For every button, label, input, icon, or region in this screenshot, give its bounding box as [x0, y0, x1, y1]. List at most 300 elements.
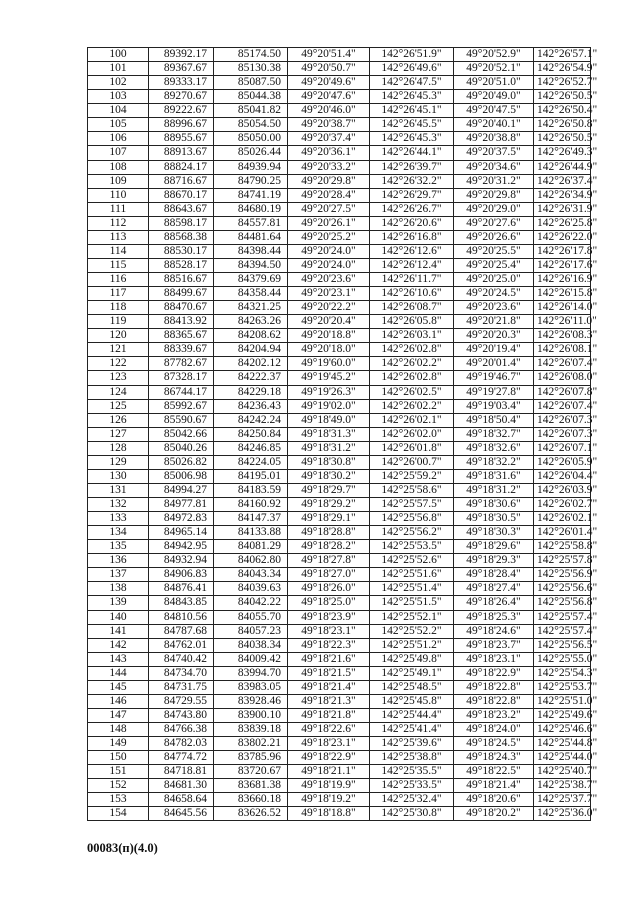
y-coordinate-cell: 84394.50	[214, 258, 288, 272]
table-row	[88, 807, 591, 821]
longitude-1-cell: 142°25'44.4"	[370, 708, 454, 722]
longitude-2-cell: 142°26'25.8"	[534, 216, 591, 230]
latitude-1-cell: 49°18'31.2"	[288, 441, 370, 455]
longitude-2-cell: 142°25'56.6"	[534, 582, 591, 596]
longitude-2-cell: 142°25'46.6"	[534, 723, 591, 737]
x-coordinate-cell: 88824.17	[149, 160, 214, 174]
point-number-cell: 121	[88, 343, 149, 357]
point-number-cell: 154	[88, 807, 149, 821]
x-coordinate-cell: 89392.17	[149, 48, 214, 62]
latitude-1-cell: 49°18'18.8"	[288, 807, 370, 821]
latitude-2-cell: 49°19'46.7"	[454, 371, 534, 385]
point-number-cell: 125	[88, 399, 149, 413]
latitude-1-cell: 49°18'29.2"	[288, 498, 370, 512]
table-row	[88, 708, 591, 722]
longitude-2-cell: 142°26'14.0"	[534, 301, 591, 315]
point-number-cell: 103	[88, 90, 149, 104]
longitude-2-cell: 142°25'38.7"	[534, 779, 591, 793]
longitude-1-cell: 142°26'49.6"	[370, 62, 454, 76]
y-coordinate-cell: 83660.18	[214, 793, 288, 807]
point-number-cell: 124	[88, 385, 149, 399]
longitude-1-cell: 142°26'00.7"	[370, 455, 454, 469]
y-coordinate-cell: 84202.12	[214, 357, 288, 371]
latitude-2-cell: 49°18'22.5"	[454, 765, 534, 779]
table-row	[88, 371, 591, 385]
point-number-cell: 138	[88, 582, 149, 596]
table-row	[88, 202, 591, 216]
latitude-2-cell: 49°20'34.6"	[454, 160, 534, 174]
point-number-cell: 119	[88, 315, 149, 329]
longitude-1-cell: 142°26'20.6"	[370, 216, 454, 230]
table-row	[88, 230, 591, 244]
latitude-2-cell: 49°18'29.6"	[454, 540, 534, 554]
latitude-2-cell: 49°20'26.6"	[454, 230, 534, 244]
longitude-1-cell: 142°25'51.2"	[370, 638, 454, 652]
latitude-1-cell: 49°20'26.1"	[288, 216, 370, 230]
longitude-1-cell: 142°25'57.5"	[370, 498, 454, 512]
table-row	[88, 765, 591, 779]
y-coordinate-cell: 84939.94	[214, 160, 288, 174]
y-coordinate-cell: 84358.44	[214, 287, 288, 301]
longitude-1-cell: 142°25'38.8"	[370, 751, 454, 765]
x-coordinate-cell: 84731.75	[149, 680, 214, 694]
longitude-1-cell: 142°26'02.8"	[370, 371, 454, 385]
latitude-2-cell: 49°18'22.9"	[454, 666, 534, 680]
longitude-2-cell: 142°26'15.8"	[534, 287, 591, 301]
latitude-2-cell: 49°20'24.5"	[454, 287, 534, 301]
y-coordinate-cell: 84147.37	[214, 512, 288, 526]
longitude-1-cell: 142°26'02.8"	[370, 343, 454, 357]
latitude-1-cell: 49°18'30.8"	[288, 455, 370, 469]
latitude-1-cell: 49°20'46.0"	[288, 104, 370, 118]
point-number-cell: 142	[88, 638, 149, 652]
x-coordinate-cell: 84977.81	[149, 498, 214, 512]
longitude-2-cell: 142°26'02.1"	[534, 512, 591, 526]
x-coordinate-cell: 89333.17	[149, 76, 214, 90]
longitude-2-cell: 142°25'56.5"	[534, 638, 591, 652]
x-coordinate-cell: 84766.38	[149, 723, 214, 737]
point-number-cell: 129	[88, 455, 149, 469]
longitude-2-cell: 142°25'56.9"	[534, 568, 591, 582]
point-number-cell: 134	[88, 526, 149, 540]
longitude-1-cell: 142°25'56.8"	[370, 512, 454, 526]
longitude-2-cell: 142°25'57.8"	[534, 554, 591, 568]
point-number-cell: 105	[88, 118, 149, 132]
longitude-1-cell: 142°25'52.2"	[370, 624, 454, 638]
y-coordinate-cell: 84557.81	[214, 216, 288, 230]
y-coordinate-cell: 84043.34	[214, 568, 288, 582]
x-coordinate-cell: 88339.67	[149, 343, 214, 357]
point-number-cell: 104	[88, 104, 149, 118]
table-row	[88, 273, 591, 287]
latitude-1-cell: 49°19'60.0"	[288, 357, 370, 371]
latitude-1-cell: 49°18'19.2"	[288, 793, 370, 807]
longitude-1-cell: 142°25'51.4"	[370, 582, 454, 596]
latitude-1-cell: 49°18'30.2"	[288, 469, 370, 483]
longitude-1-cell: 142°25'52.1"	[370, 610, 454, 624]
latitude-2-cell: 49°18'30.5"	[454, 512, 534, 526]
longitude-1-cell: 142°25'51.6"	[370, 568, 454, 582]
latitude-2-cell: 49°18'23.1"	[454, 652, 534, 666]
x-coordinate-cell: 85590.67	[149, 413, 214, 427]
table-row	[88, 666, 591, 680]
x-coordinate-cell: 84729.55	[149, 694, 214, 708]
y-coordinate-cell: 84038.34	[214, 638, 288, 652]
point-number-cell: 153	[88, 793, 149, 807]
latitude-1-cell: 49°20'49.6"	[288, 76, 370, 90]
table-row	[88, 554, 591, 568]
point-number-cell: 113	[88, 230, 149, 244]
longitude-2-cell: 142°26'17.8"	[534, 244, 591, 258]
latitude-2-cell: 49°18'28.4"	[454, 568, 534, 582]
table-row	[88, 216, 591, 230]
y-coordinate-cell: 84055.70	[214, 610, 288, 624]
latitude-2-cell: 49°20'38.8"	[454, 132, 534, 146]
x-coordinate-cell: 85992.67	[149, 399, 214, 413]
latitude-1-cell: 49°20'37.4"	[288, 132, 370, 146]
latitude-1-cell: 49°20'38.7"	[288, 118, 370, 132]
table-row	[88, 132, 591, 146]
point-number-cell: 112	[88, 216, 149, 230]
latitude-2-cell: 49°18'24.6"	[454, 624, 534, 638]
longitude-2-cell: 142°26'07.3"	[534, 427, 591, 441]
x-coordinate-cell: 89222.67	[149, 104, 214, 118]
y-coordinate-cell: 84790.25	[214, 174, 288, 188]
point-number-cell: 141	[88, 624, 149, 638]
longitude-1-cell: 142°25'41.4"	[370, 723, 454, 737]
x-coordinate-cell: 88516.67	[149, 273, 214, 287]
latitude-2-cell: 49°20'29.8"	[454, 188, 534, 202]
x-coordinate-cell: 84718.81	[149, 765, 214, 779]
x-coordinate-cell: 84965.14	[149, 526, 214, 540]
coordinates-table	[87, 47, 598, 821]
x-coordinate-cell: 85042.66	[149, 427, 214, 441]
table-row	[88, 76, 591, 90]
longitude-2-cell: 142°25'51.0"	[534, 694, 591, 708]
longitude-2-cell: 142°26'50.5"	[534, 90, 591, 104]
point-number-cell: 109	[88, 174, 149, 188]
x-coordinate-cell: 88996.67	[149, 118, 214, 132]
latitude-1-cell: 49°20'28.4"	[288, 188, 370, 202]
longitude-2-cell: 142°26'07.4"	[534, 357, 591, 371]
x-coordinate-cell: 87328.17	[149, 371, 214, 385]
x-coordinate-cell: 88955.67	[149, 132, 214, 146]
y-coordinate-cell: 84039.63	[214, 582, 288, 596]
y-coordinate-cell: 83785.96	[214, 751, 288, 765]
x-coordinate-cell: 84994.27	[149, 483, 214, 497]
longitude-2-cell: 142°25'40.7"	[534, 765, 591, 779]
point-number-cell: 131	[88, 483, 149, 497]
latitude-1-cell: 49°20'27.5"	[288, 202, 370, 216]
x-coordinate-cell: 84972.83	[149, 512, 214, 526]
table-row	[88, 188, 591, 202]
longitude-2-cell: 142°25'58.8"	[534, 540, 591, 554]
latitude-2-cell: 49°18'24.5"	[454, 737, 534, 751]
latitude-2-cell: 49°19'03.4"	[454, 399, 534, 413]
y-coordinate-cell: 83802.21	[214, 737, 288, 751]
latitude-2-cell: 49°20'25.5"	[454, 244, 534, 258]
table-row	[88, 244, 591, 258]
longitude-1-cell: 142°26'39.7"	[370, 160, 454, 174]
table-row	[88, 751, 591, 765]
latitude-2-cell: 49°18'22.8"	[454, 680, 534, 694]
longitude-1-cell: 142°25'33.5"	[370, 779, 454, 793]
point-number-cell: 130	[88, 469, 149, 483]
y-coordinate-cell: 84057.23	[214, 624, 288, 638]
table-row	[88, 723, 591, 737]
longitude-1-cell: 142°25'58.6"	[370, 483, 454, 497]
table-row	[88, 455, 591, 469]
point-number-cell: 118	[88, 301, 149, 315]
longitude-2-cell: 142°26'31.9"	[534, 202, 591, 216]
latitude-1-cell: 49°19'26.3"	[288, 385, 370, 399]
point-number-cell: 148	[88, 723, 149, 737]
longitude-2-cell: 142°26'08.1"	[534, 343, 591, 357]
longitude-2-cell: 142°26'22.0"	[534, 230, 591, 244]
y-coordinate-cell: 83928.46	[214, 694, 288, 708]
y-coordinate-cell: 83681.38	[214, 779, 288, 793]
latitude-1-cell: 49°18'21.3"	[288, 694, 370, 708]
table-row	[88, 399, 591, 413]
table-row	[88, 343, 591, 357]
latitude-2-cell: 49°20'23.6"	[454, 301, 534, 315]
table-row	[88, 90, 591, 104]
table-row	[88, 329, 591, 343]
latitude-2-cell: 49°18'20.2"	[454, 807, 534, 821]
longitude-2-cell: 142°26'07.4"	[534, 399, 591, 413]
point-number-cell: 123	[88, 371, 149, 385]
x-coordinate-cell: 85040.26	[149, 441, 214, 455]
latitude-1-cell: 49°18'27.0"	[288, 568, 370, 582]
latitude-2-cell: 49°20'21.8"	[454, 315, 534, 329]
longitude-2-cell: 142°25'55.0"	[534, 652, 591, 666]
longitude-1-cell: 142°26'45.1"	[370, 104, 454, 118]
point-number-cell: 116	[88, 273, 149, 287]
latitude-1-cell: 49°18'21.1"	[288, 765, 370, 779]
longitude-2-cell: 142°25'57.4"	[534, 624, 591, 638]
longitude-2-cell: 142°26'02.7"	[534, 498, 591, 512]
y-coordinate-cell: 83900.10	[214, 708, 288, 722]
latitude-1-cell: 49°18'23.1"	[288, 624, 370, 638]
longitude-1-cell: 142°25'32.4"	[370, 793, 454, 807]
y-coordinate-cell: 85174.50	[214, 48, 288, 62]
latitude-2-cell: 49°18'32.6"	[454, 441, 534, 455]
latitude-1-cell: 49°18'28.2"	[288, 540, 370, 554]
longitude-1-cell: 142°25'56.2"	[370, 526, 454, 540]
longitude-1-cell: 142°26'02.5"	[370, 385, 454, 399]
latitude-2-cell: 49°20'19.4"	[454, 343, 534, 357]
x-coordinate-cell: 85026.82	[149, 455, 214, 469]
longitude-2-cell: 142°26'16.9"	[534, 273, 591, 287]
table-row	[88, 540, 591, 554]
point-number-cell: 126	[88, 413, 149, 427]
latitude-2-cell: 49°20'31.2"	[454, 174, 534, 188]
latitude-2-cell: 49°18'23.2"	[454, 708, 534, 722]
document-code: 00083(п)(4.0)	[87, 841, 158, 855]
point-number-cell: 133	[88, 512, 149, 526]
point-number-cell: 106	[88, 132, 149, 146]
latitude-1-cell: 49°20'50.7"	[288, 62, 370, 76]
latitude-1-cell: 49°18'22.9"	[288, 751, 370, 765]
point-number-cell: 110	[88, 188, 149, 202]
point-number-cell: 122	[88, 357, 149, 371]
longitude-1-cell: 142°25'51.5"	[370, 596, 454, 610]
longitude-2-cell: 142°26'07.3"	[534, 413, 591, 427]
point-number-cell: 137	[88, 568, 149, 582]
latitude-1-cell: 49°18'21.5"	[288, 666, 370, 680]
latitude-1-cell: 49°18'25.0"	[288, 596, 370, 610]
latitude-1-cell: 49°18'21.6"	[288, 652, 370, 666]
y-coordinate-cell: 84242.24	[214, 413, 288, 427]
longitude-1-cell: 142°26'45.3"	[370, 132, 454, 146]
longitude-2-cell: 142°26'49.3"	[534, 146, 591, 160]
longitude-1-cell: 142°26'08.7"	[370, 301, 454, 315]
table-row	[88, 624, 591, 638]
longitude-2-cell: 142°25'56.8"	[534, 596, 591, 610]
latitude-2-cell: 49°18'27.4"	[454, 582, 534, 596]
latitude-2-cell: 49°20'40.1"	[454, 118, 534, 132]
longitude-1-cell: 142°25'53.5"	[370, 540, 454, 554]
y-coordinate-cell: 84680.19	[214, 202, 288, 216]
longitude-2-cell: 142°26'54.9"	[534, 62, 591, 76]
longitude-1-cell: 142°26'01.8"	[370, 441, 454, 455]
table-row	[88, 793, 591, 807]
longitude-1-cell: 142°25'39.6"	[370, 737, 454, 751]
latitude-2-cell: 49°20'49.0"	[454, 90, 534, 104]
longitude-2-cell: 142°25'49.6"	[534, 708, 591, 722]
table-row	[88, 427, 591, 441]
longitude-1-cell: 142°25'49.8"	[370, 652, 454, 666]
longitude-2-cell: 142°25'36.0"	[534, 807, 591, 821]
latitude-2-cell: 49°18'23.7"	[454, 638, 534, 652]
x-coordinate-cell: 84876.41	[149, 582, 214, 596]
x-coordinate-cell: 88670.17	[149, 188, 214, 202]
longitude-2-cell: 142°26'03.9"	[534, 483, 591, 497]
latitude-2-cell: 49°18'32.2"	[454, 455, 534, 469]
longitude-1-cell: 142°26'16.8"	[370, 230, 454, 244]
longitude-1-cell: 142°26'10.6"	[370, 287, 454, 301]
point-number-cell: 140	[88, 610, 149, 624]
latitude-2-cell: 49°18'25.3"	[454, 610, 534, 624]
x-coordinate-cell: 88528.17	[149, 258, 214, 272]
latitude-1-cell: 49°18'29.1"	[288, 512, 370, 526]
latitude-2-cell: 49°20'29.0"	[454, 202, 534, 216]
x-coordinate-cell: 88598.17	[149, 216, 214, 230]
latitude-2-cell: 49°18'29.3"	[454, 554, 534, 568]
point-number-cell: 150	[88, 751, 149, 765]
longitude-2-cell: 142°26'07.8"	[534, 385, 591, 399]
y-coordinate-cell: 84246.85	[214, 441, 288, 455]
longitude-1-cell: 142°26'12.6"	[370, 244, 454, 258]
y-coordinate-cell: 84321.25	[214, 301, 288, 315]
longitude-2-cell: 142°26'11.0"	[534, 315, 591, 329]
x-coordinate-cell: 84762.01	[149, 638, 214, 652]
y-coordinate-cell: 85050.00	[214, 132, 288, 146]
y-coordinate-cell: 84160.92	[214, 498, 288, 512]
longitude-1-cell: 142°25'59.2"	[370, 469, 454, 483]
x-coordinate-cell: 84906.83	[149, 568, 214, 582]
latitude-2-cell: 49°20'25.4"	[454, 258, 534, 272]
y-coordinate-cell: 84250.84	[214, 427, 288, 441]
longitude-1-cell: 142°26'03.1"	[370, 329, 454, 343]
latitude-2-cell: 49°18'22.8"	[454, 694, 534, 708]
table-row	[88, 610, 591, 624]
latitude-1-cell: 49°20'51.4"	[288, 48, 370, 62]
latitude-2-cell: 49°18'31.2"	[454, 483, 534, 497]
point-number-cell: 100	[88, 48, 149, 62]
point-number-cell: 115	[88, 258, 149, 272]
longitude-1-cell: 142°26'29.7"	[370, 188, 454, 202]
point-number-cell: 132	[88, 498, 149, 512]
latitude-2-cell: 49°20'52.9"	[454, 48, 534, 62]
y-coordinate-cell: 84009.42	[214, 652, 288, 666]
table-row	[88, 483, 591, 497]
point-number-cell: 127	[88, 427, 149, 441]
x-coordinate-cell: 87782.67	[149, 357, 214, 371]
latitude-2-cell: 49°18'24.0"	[454, 723, 534, 737]
y-coordinate-cell: 83983.05	[214, 680, 288, 694]
point-number-cell: 143	[88, 652, 149, 666]
latitude-1-cell: 49°18'29.7"	[288, 483, 370, 497]
latitude-1-cell: 49°20'22.2"	[288, 301, 370, 315]
point-number-cell: 108	[88, 160, 149, 174]
x-coordinate-cell: 88716.67	[149, 174, 214, 188]
latitude-1-cell: 49°20'18.8"	[288, 329, 370, 343]
table-row	[88, 582, 591, 596]
latitude-1-cell: 49°19'45.2"	[288, 371, 370, 385]
longitude-2-cell: 142°25'37.7"	[534, 793, 591, 807]
longitude-2-cell: 142°26'17.6"	[534, 258, 591, 272]
point-number-cell: 128	[88, 441, 149, 455]
latitude-2-cell: 49°18'26.4"	[454, 596, 534, 610]
y-coordinate-cell: 84081.29	[214, 540, 288, 554]
latitude-2-cell: 49°20'52.1"	[454, 62, 534, 76]
x-coordinate-cell: 84740.42	[149, 652, 214, 666]
y-coordinate-cell: 84133.88	[214, 526, 288, 540]
x-coordinate-cell: 88913.67	[149, 146, 214, 160]
latitude-2-cell: 49°18'32.7"	[454, 427, 534, 441]
longitude-2-cell: 142°26'08.3"	[534, 329, 591, 343]
latitude-1-cell: 49°20'23.1"	[288, 287, 370, 301]
x-coordinate-cell: 84658.64	[149, 793, 214, 807]
longitude-1-cell: 142°26'47.5"	[370, 76, 454, 90]
longitude-1-cell: 142°25'30.8"	[370, 807, 454, 821]
table-row	[88, 48, 591, 62]
table-row	[88, 104, 591, 118]
latitude-1-cell: 49°20'36.1"	[288, 146, 370, 160]
latitude-2-cell: 49°20'51.0"	[454, 76, 534, 90]
x-coordinate-cell: 84734.70	[149, 666, 214, 680]
latitude-1-cell: 49°20'24.0"	[288, 258, 370, 272]
point-number-cell: 117	[88, 287, 149, 301]
table-row	[88, 315, 591, 329]
y-coordinate-cell: 84222.37	[214, 371, 288, 385]
latitude-1-cell: 49°18'26.0"	[288, 582, 370, 596]
x-coordinate-cell: 84810.56	[149, 610, 214, 624]
x-coordinate-cell: 88568.38	[149, 230, 214, 244]
x-coordinate-cell: 84782.03	[149, 737, 214, 751]
longitude-1-cell: 142°26'02.2"	[370, 357, 454, 371]
latitude-2-cell: 49°20'47.5"	[454, 104, 534, 118]
x-coordinate-cell: 84932.94	[149, 554, 214, 568]
longitude-1-cell: 142°26'02.0"	[370, 427, 454, 441]
latitude-2-cell: 49°18'31.6"	[454, 469, 534, 483]
y-coordinate-cell: 85130.38	[214, 62, 288, 76]
x-coordinate-cell: 84681.30	[149, 779, 214, 793]
table-row	[88, 118, 591, 132]
table-row	[88, 526, 591, 540]
table-row	[88, 287, 591, 301]
